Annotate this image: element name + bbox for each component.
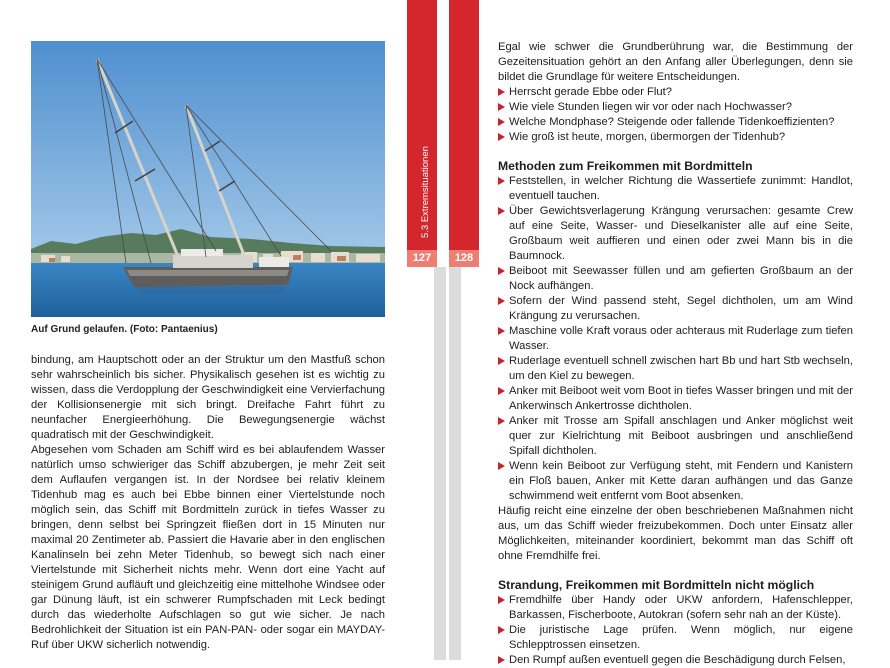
summary-paragraph: Häufig reicht eine einzelne der oben beschriebenen Maßnahmen nicht aus, um das Schiff wieder freizubekommen. Doch unter Einsatz aller Möglichkeiten, miteinander koordiniert, bekommt man das Schiff oft ohne Fremdhilfe frei. [498,505,853,562]
list-item: Wenn kein Beiboot zur Verfügung steht, mit Fendern und Kanistern ein Floß bauen, Anker mit Kette daran aufhängen und das Ganze schwimmend weit entfernt vom Boot absenken. [498,459,853,504]
bullet-triangle-icon [498,267,505,275]
paragraph: Abgesehen vom Schaden am Schiff wird es bei ablaufendem Wasser natürlich umso schwieriger das Schiff abzubergen, je mehr Zeit seit dem Auflaufen vergangen ist. In der Nordsee bei relativ kleinem Tidenhub mag es auch bei Ebbe binnen einer Viertelstunde noch möglich sein, das Schiff mit Bordmitteln zurück in tiefes Wasser zu bringen, denn selbst bei Springzeit fließen dort in 15 Minuten nur maximal 20 Zentimeter ab. Passiert die Havarie aber in den englischen Kanalinseln bei zehn Meter Tidenhub, so bewegt sich nach einer Viertelstunde mit Sicherheit nichts mehr. Wenn dort eine Yacht auf steinigem Grund aufläuft und gleichzeitig eine mittelhohe Windsee oder gar Dünung läuft, ist ein schwerer Rumpfschaden mit Leck bedingt durch das wiederholte Aufschlagen so gut wie sicher. Je nach Bedrohlichkeit der Situation ist ein PAN-PAN- oder sogar ein MAYDAY-Ruf über UKW sicherlich notwendig. [31,444,385,651]
intro-paragraph: Egal wie schwer die Grundberührung war, die Bestimmung der Gezeitensituation gehört an den Anfang aller Überlegungen, denn sie bildet die Grundlage für weitere Entscheidungen. [498,41,853,83]
bullet-triangle-icon [498,417,505,425]
paragraph: bindung, am Hauptschott oder an der Struktur um den Mastfuß schon sehr wahrscheinlich bis sicher. Physikalisch gesehen ist es wichtig zu wissen, dass die Verdopplung der Geschwindigkeit eine Vervierfachung der Kollisionsenergie mit sich bringt. Dreifache Fahrt führt zu neunfacher Energieerhöhung. Die Bewegungsenergie wächst quadratisch mit der Geschwindigkeit. [31,354,385,441]
bullet-triangle-icon [498,88,505,96]
bullet-triangle-icon [498,103,505,111]
list-item: Fremdhilfe über Handy oder UKW anfordern, Hafenschlepper, Barkassen, Fischerboote, Autokran (sofern sehr nah an der Küste). [498,593,853,623]
right-page [476,0,890,666]
list-item: Den Rumpf außen eventuell gegen die Beschädigung durch Felsen, [498,653,853,668]
page-number-right: 128 [449,250,479,267]
bullet-triangle-icon [498,118,505,126]
list-item: Über Gewichtsverlagerung Krängung verursachen: gesamte Crew auf eine Seite, Wasser- und Dieselkanister alle auf eine Seite, Großbaum weit auffieren und einen oder zwei Mann bis in die Baumnock. [498,204,853,264]
bullet-triangle-icon [498,297,505,305]
left-page [0,0,410,660]
list-item: Anker mit Trosse am Spifall anschlagen und Anker möglichst weit quer zur Kielrichtung mit Beiboot ausbringen und anschließend Spifall dichtholen. [498,414,853,459]
chapter-tab-label: 5. Mögliche Tidenprobleme im Küstenbereich [504,47,515,238]
list-item: Feststellen, in welcher Richtung die Wassertiefe zunimmt: Handlot, eventuell tauchen. [498,174,853,204]
bullet-triangle-icon [498,462,505,470]
chapter-tab-right [449,0,515,250]
bullet-triangle-icon [498,656,505,664]
bullet-triangle-icon [498,207,505,215]
bullet-triangle-icon [498,357,505,365]
left-body-text [31,353,385,653]
book-gutter [404,0,515,660]
photo-caption: Auf Grund gelaufen. (Foto: Pantaenius) [31,324,218,335]
bullet-triangle-icon [498,387,505,395]
list-item: Wie groß ist heute, morgen, übermorgen der Tidenhub? [498,130,853,145]
bullet-triangle-icon [498,327,505,335]
list-item: Herrscht gerade Ebbe oder Flut? [498,85,853,100]
list-item: Maschine volle Kraft voraus oder achteraus mit Ruderlage zum tiefen Wasser. [498,324,853,354]
chapter-tab-left [407,0,437,250]
bullet-triangle-icon [498,596,505,604]
list-item: Anker mit Beiboot weit vom Boot in tiefes Wasser bringen und mit der Ankerwinsch Ankertrosse dichtholen. [498,384,853,414]
bullet-triangle-icon [498,133,505,141]
gutter-band-right [449,267,461,660]
list-item: Ruderlage eventuell schnell zwischen hart Bb und hart Stb wechseln, um den Kiel zu bewegen. [498,354,853,384]
bullet-triangle-icon [498,177,505,185]
section-heading: Strandung, Freikommen mit Bordmitteln nicht möglich [498,578,815,592]
list-item: Welche Mondphase? Steigende oder fallende Tidenkoeffizienten? [498,115,853,130]
question-list [498,85,853,145]
stranding-list [498,593,853,668]
right-body-text [498,40,853,668]
page-number-left: 127 [407,250,437,267]
list-item: Wie viele Stunden liegen wir vor oder nach Hochwasser? [498,100,853,115]
bullet-triangle-icon [498,626,505,634]
gutter-band-left [434,267,446,660]
methods-list [498,174,853,504]
list-item: Sofern der Wind passend steht, Segel dichtholen, um am Wind Krängung zu verursachen. [498,294,853,324]
grounded-yacht-photo [31,41,385,317]
chapter-tab-label: 5.3 Extremsituationen [420,146,431,238]
list-item: Beiboot mit Seewasser füllen und am gefierten Großbaum an der Nock aufhängen. [498,264,853,294]
section-heading: Methoden zum Freikommen mit Bordmitteln [498,159,753,173]
list-item: Die juristische Lage prüfen. Wenn möglich, nur eigene Schlepptrossen einsetzen. [498,623,853,653]
